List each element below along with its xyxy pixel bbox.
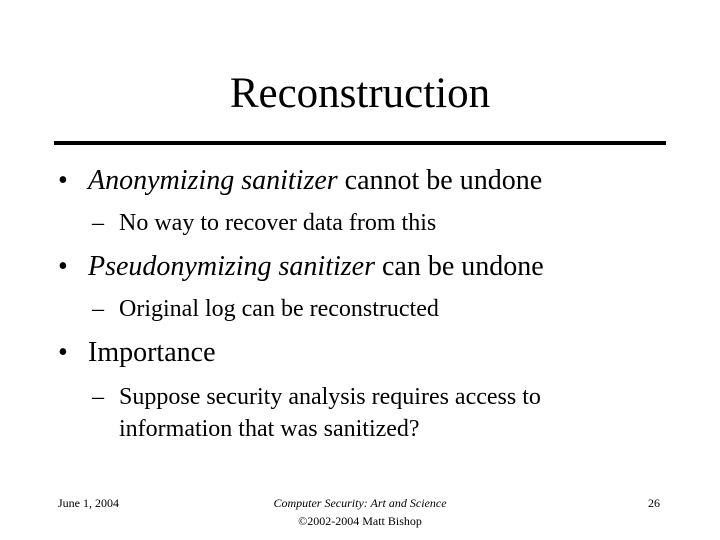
slide-title: Reconstruction (229, 70, 491, 117)
sub-bullet-anonymizing (92, 208, 436, 238)
sub-bullet-text: Original log can be reconstructed (119, 296, 439, 322)
sub-bullet-text-line2: information that was sanitized? (119, 416, 420, 442)
sub-bullet-text-line1: Suppose security analysis requires access to (119, 384, 541, 410)
bullet-text: Importance (88, 337, 216, 368)
sub-bullet-marker: – (92, 384, 104, 410)
sub-bullet-pseudonymizing (92, 294, 439, 324)
footer-course-title: Computer Security: Art and Science (273, 496, 447, 510)
bullet-term: Anonymizing sanitizer (88, 165, 338, 196)
bullet-marker: • (58, 251, 68, 282)
sub-bullet-marker: – (92, 210, 104, 236)
bullet-pseudonymizing (58, 250, 544, 284)
bullet-importance (58, 336, 216, 370)
page-number: 26 (648, 496, 660, 510)
bullet-text: cannot be undone (337, 165, 543, 196)
bullet-term: Pseudonymizing sanitizer (88, 251, 375, 282)
bullet-marker: • (58, 165, 68, 196)
title-divider (54, 141, 666, 145)
sub-bullet-text: No way to recover data from this (119, 210, 437, 236)
bullet-anonymizing (58, 164, 542, 198)
footer-date: June 1, 2004 (58, 496, 119, 510)
footer-course (200, 494, 520, 530)
sub-bullet-importance (92, 382, 541, 412)
footer-copyright: ©2002-2004 Matt Bishop (298, 514, 422, 528)
sub-bullet-marker: – (92, 296, 104, 322)
bullet-text: can be undone (375, 251, 544, 282)
bullet-marker: • (58, 337, 68, 368)
